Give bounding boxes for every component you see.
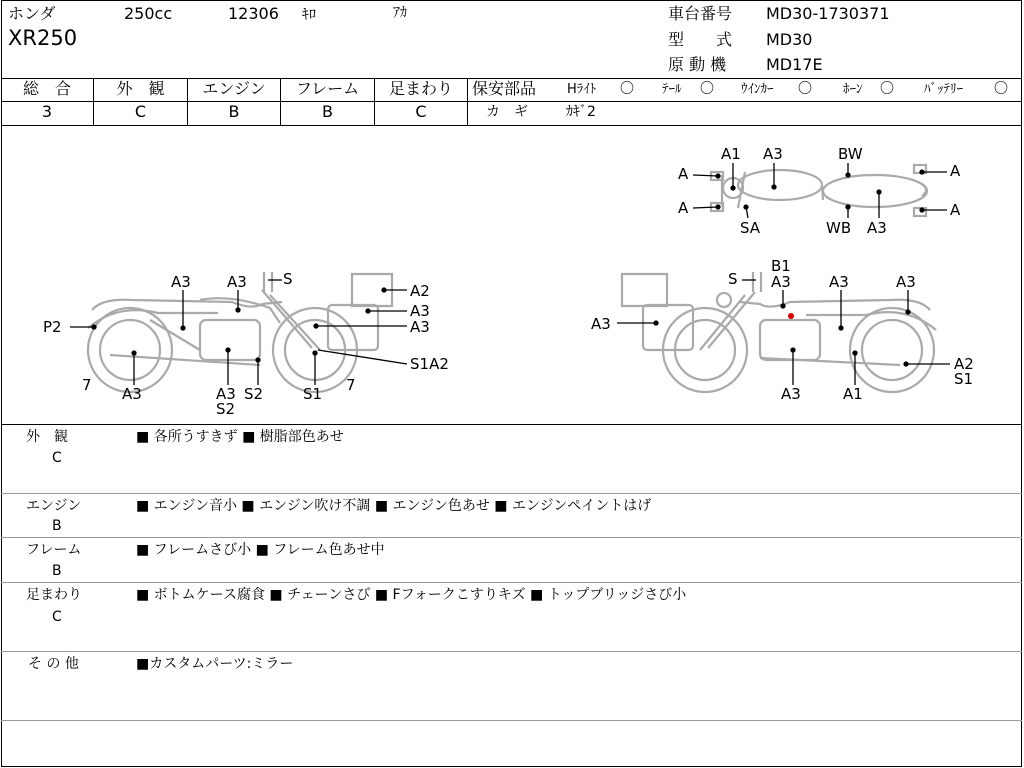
remark-other-text: ■カスタムパーツ:ミラー — [136, 656, 294, 672]
remark-exterior-grade: C — [52, 450, 62, 466]
safety-turn-signal: ｳｲﾝｶｰ — [741, 82, 774, 97]
grade-frame-value: B — [322, 102, 333, 121]
right-view-label: S — [728, 270, 738, 288]
key-label: カ ギ — [486, 104, 528, 120]
right-view-label: A3 — [896, 273, 916, 291]
key-value: ｶｷﾞ2 — [566, 104, 596, 120]
grade-exterior-value: C — [134, 102, 147, 121]
remark-engine-text: ■ エンジン音小 ■ エンジン吹け不調 ■ エンジン色あせ ■ エンジンペイントはげ — [136, 498, 652, 514]
top-view-label: A3 — [763, 145, 783, 163]
remark-engine-grade: B — [52, 518, 62, 534]
left-view-label: 7 — [346, 376, 356, 394]
grade-overall-label: 総 合 — [22, 79, 71, 98]
damage-mark-icon — [788, 313, 794, 319]
safety-horn: ﾎｰﾝ — [843, 82, 863, 97]
top-view-label: WB — [826, 219, 852, 237]
top-view-label: BW — [838, 145, 863, 163]
remark-suspension-label: 足まわり — [26, 587, 82, 603]
left-view-label: S1 — [303, 385, 323, 403]
displacement: 250cc — [124, 4, 173, 23]
left-view-label: 7 — [82, 376, 92, 394]
left-view-label: A3 — [216, 385, 236, 403]
remark-exterior-text: ■ 各所うすきず ■ 樹脂部色あせ — [136, 429, 344, 445]
left-view-label: P2 — [43, 318, 62, 336]
right-view-label: A1 — [843, 385, 863, 403]
left-view-label: A3 — [410, 302, 430, 320]
left-view-label: A3 — [171, 273, 191, 291]
safety-turn-signal-mark: 〇 — [798, 81, 812, 97]
top-view-label: SA — [740, 219, 761, 237]
engine-label: 原 動 機 — [668, 55, 727, 74]
remark-exterior-label: 外 観 — [26, 429, 68, 445]
remark-other-label: そ の 他 — [28, 656, 79, 672]
top-view-label: A — [678, 199, 689, 217]
right-view-label: A3 — [591, 315, 611, 333]
grade-exterior-label: 外 観 — [116, 79, 165, 98]
right-view-label: A2 — [954, 355, 974, 373]
grade-engine-label: エンジン — [202, 79, 266, 98]
safety-taillight: ﾃｰﾙ — [662, 82, 682, 97]
engine-value: MD17E — [766, 55, 823, 74]
rule — [1, 493, 1022, 494]
left-view-label: A3 — [410, 318, 430, 336]
chassis-number: MD30-1730371 — [766, 4, 890, 23]
safety-battery: ﾊﾞｯﾃﾘｰ — [924, 82, 963, 97]
top-view-label: A — [950, 162, 961, 180]
right-view-label: A3 — [771, 273, 791, 291]
safety-headlight-mark: 〇 — [620, 81, 634, 97]
remark-suspension-grade: C — [52, 609, 62, 625]
rule — [1, 582, 1022, 583]
left-view-label: A3 — [227, 273, 247, 291]
remark-frame-label: フレーム — [26, 542, 82, 558]
top-view-outline — [711, 165, 927, 216]
right-view-label: A3 — [829, 273, 849, 291]
remark-suspension-text: ■ ボトムケース腐食 ■ チェーンさび ■ Fフォークこすりキズ ■ トップブリッジさび小 — [136, 587, 687, 603]
type-value: MD30 — [766, 30, 813, 49]
type-label: 型 式 — [668, 30, 733, 49]
maker: ホンダ — [8, 4, 56, 23]
model-name: XR250 — [8, 26, 78, 50]
safety-taillight-mark: 〇 — [700, 81, 714, 97]
remark-engine-label: エンジン — [26, 498, 82, 514]
safety-headlight: Hﾗｲﾄ — [567, 82, 597, 97]
grade-suspension-value: C — [415, 102, 427, 121]
left-view-label: S1A2 — [410, 355, 449, 373]
safety-battery-mark: 〇 — [994, 81, 1008, 97]
mileage: 12306 — [228, 4, 279, 23]
rule — [1, 651, 1022, 652]
rule — [1, 720, 1022, 721]
mileage-unit: ｷﾛ — [302, 7, 316, 23]
left-view-label: S — [283, 270, 293, 288]
grade-suspension-label: 足まわり — [388, 79, 453, 98]
left-view-label: A2 — [410, 282, 430, 300]
grade-engine-value: B — [228, 102, 240, 121]
grade-overall-value: 3 — [41, 102, 53, 121]
safety-horn-mark: 〇 — [880, 81, 894, 97]
left-view-label: A3 — [122, 385, 142, 403]
top-view-label: A — [950, 201, 961, 219]
color: ｱｶ — [393, 5, 407, 21]
safety-parts-label: 保安部品 — [472, 79, 537, 98]
left-view-label: S2 — [244, 385, 264, 403]
grade-frame-label: フレーム — [295, 79, 360, 98]
right-view-label: B1 — [771, 257, 791, 275]
top-view-label: A3 — [867, 219, 887, 237]
top-view-label: A — [678, 165, 689, 183]
rule — [1, 537, 1022, 538]
remark-frame-text: ■ フレームさび小 ■ フレーム色あせ中 — [136, 542, 385, 558]
chassis-label: 車台番号 — [668, 4, 733, 23]
remark-frame-grade: B — [52, 563, 62, 579]
right-view-label: S1 — [954, 370, 974, 388]
top-view-label: A1 — [721, 145, 741, 163]
left-view-label: S2 — [216, 400, 236, 418]
right-view-label: A3 — [781, 385, 801, 403]
